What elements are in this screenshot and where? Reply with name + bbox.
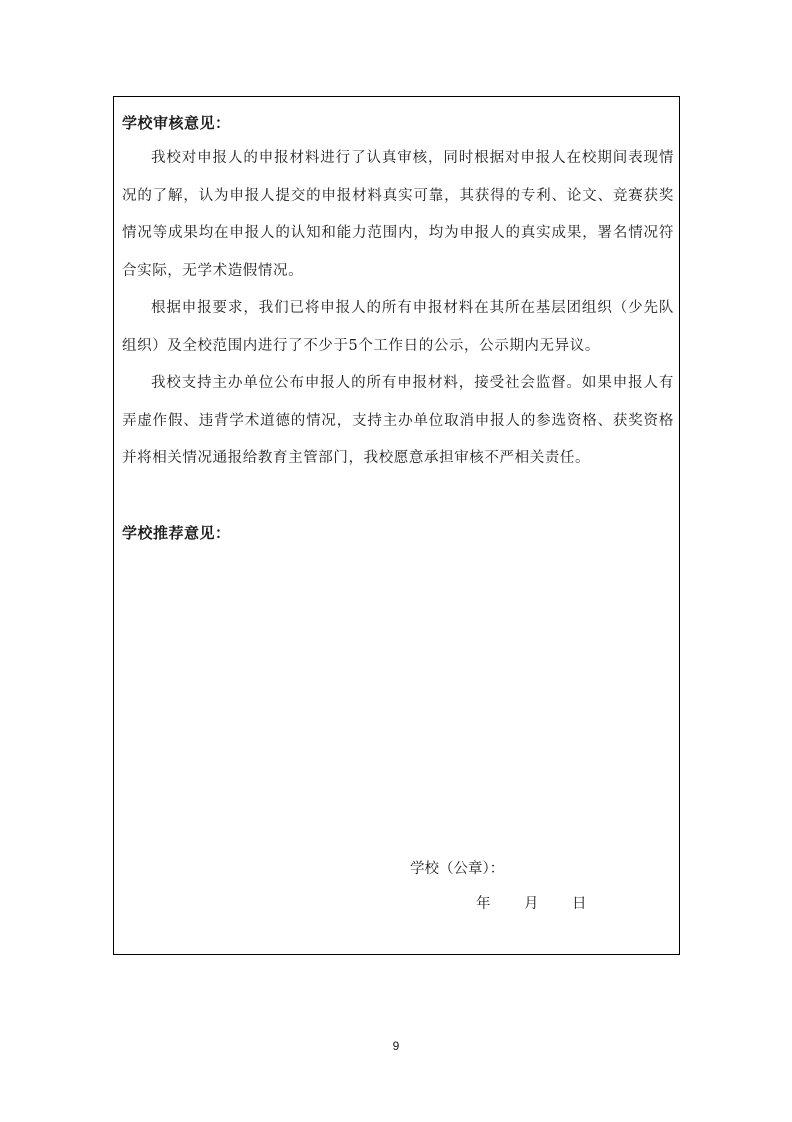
date-day-label: 日 xyxy=(572,896,587,912)
page-number: 9 xyxy=(392,1039,400,1053)
date-month-label: 月 xyxy=(524,896,539,912)
review-paragraph-3: 我校支持主办单位公布申报人的所有申报材料，接受社会监督。如果申报人有弄虚作假、违背学术道德的情况，支持主办单位取消申报人的参选资格、获奖资格并将相关情况通报给教育主管部门，我校愿意承担审核不严相关责任。 xyxy=(122,375,674,466)
date-year-label: 年 xyxy=(476,896,491,912)
opinion-form-box xyxy=(113,96,680,955)
review-paragraph-1: 我校对申报人的申报材料进行了认真审核，同时根据对申报人在校期间表现情况的了解，认为申报人提交的申报材料真实可靠，其获得的专利、论文、竞赛获奖情况等成果均在申报人的认知和能力范围内，均为申报人的真实成果，署名情况符合实际，无学术造假情况。 xyxy=(122,150,674,279)
date-line xyxy=(476,894,587,914)
school-seal-label: 学校（公章）： xyxy=(410,861,505,877)
review-paragraph-2: 根据申报要求，我们已将申报人的所有申报材料在其所在基层团组织（少先队组织）及全校范围内进行了不少于5个工作日的公示，公示期内无异议。 xyxy=(122,300,674,354)
recommend-opinion-heading: 学校推荐意见： xyxy=(122,524,231,542)
review-opinion-heading: 学校审核意见： xyxy=(122,114,231,132)
